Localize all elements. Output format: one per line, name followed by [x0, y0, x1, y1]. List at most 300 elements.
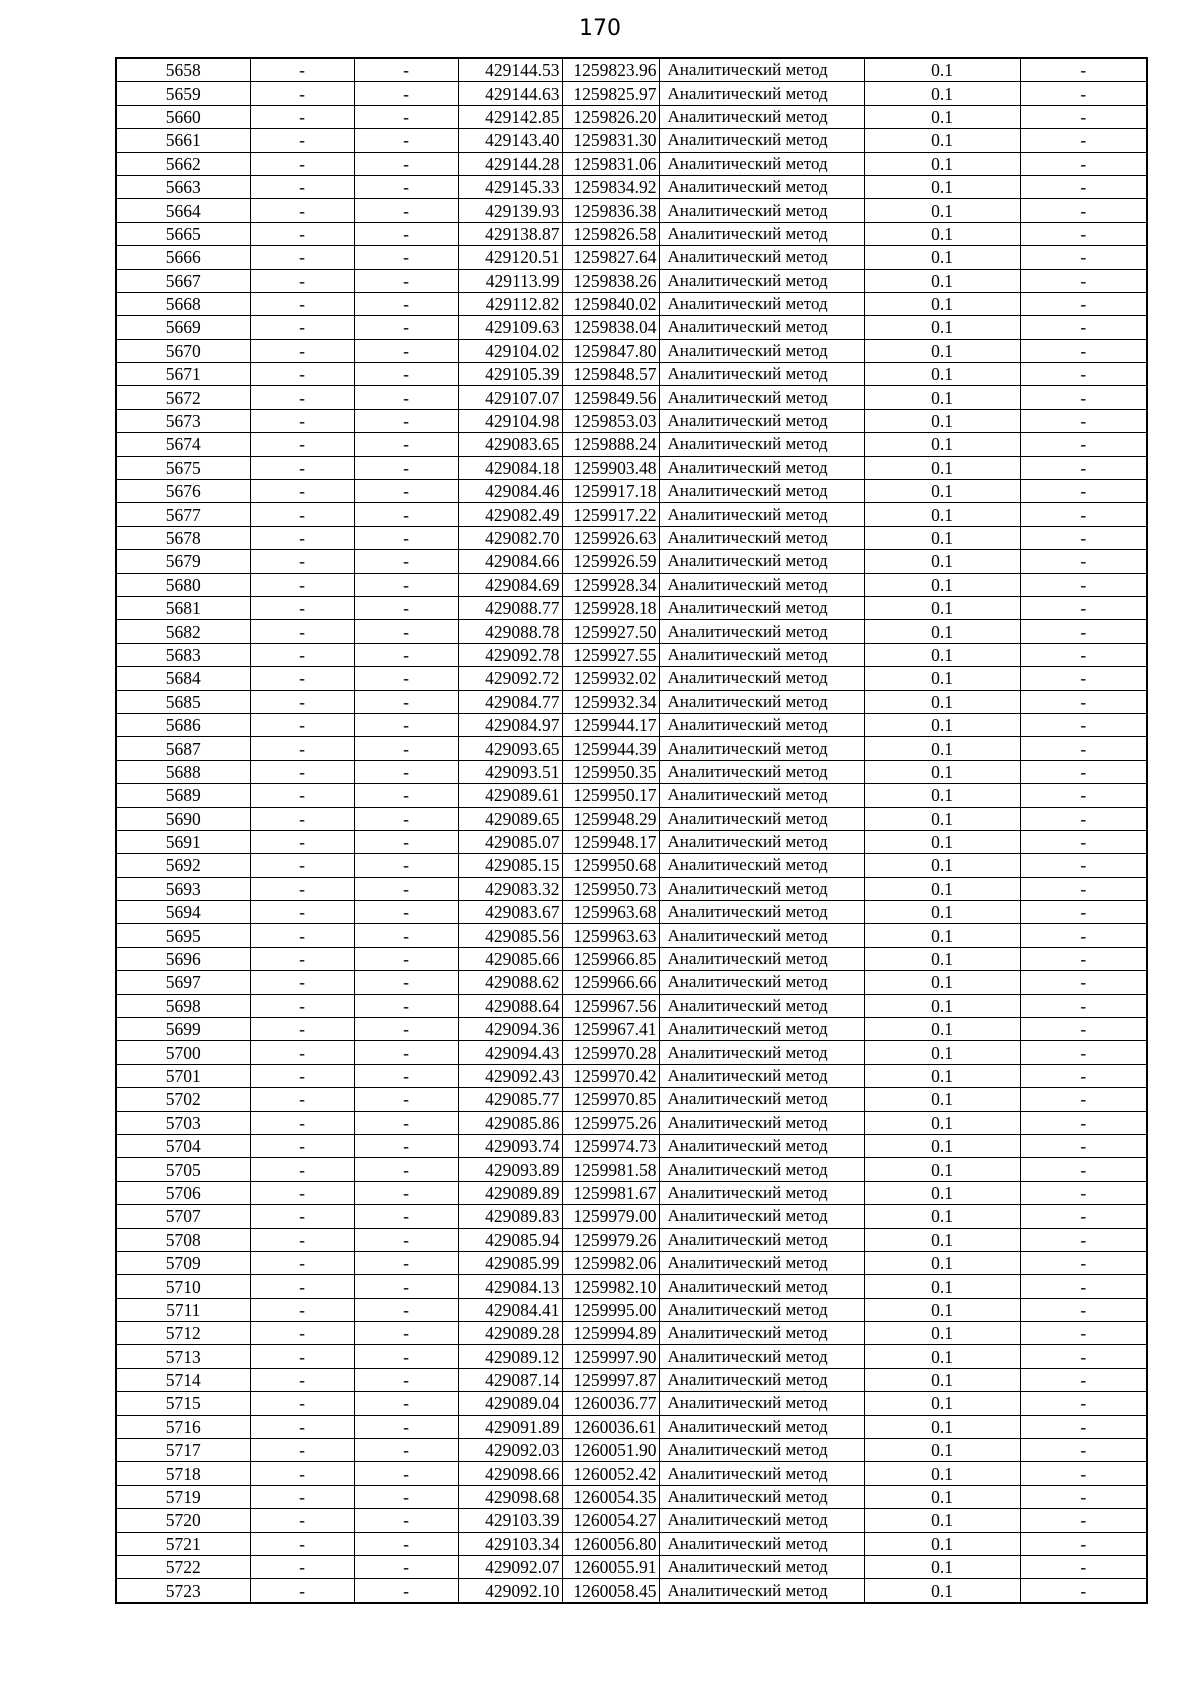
x-coordinate: 429085.66	[458, 947, 562, 970]
empty-cell: -	[250, 503, 354, 526]
point-number: 5708	[116, 1228, 250, 1251]
method-cell: Аналитический метод	[659, 924, 864, 947]
empty-cell: -	[1020, 199, 1147, 222]
empty-cell: -	[354, 1298, 458, 1321]
empty-cell: -	[354, 1111, 458, 1134]
empty-cell: -	[1020, 947, 1147, 970]
empty-cell: -	[250, 994, 354, 1017]
method-cell: Аналитический метод	[659, 1298, 864, 1321]
empty-cell: -	[1020, 690, 1147, 713]
y-coordinate: 1259948.17	[562, 830, 659, 853]
method-cell: Аналитический метод	[659, 784, 864, 807]
empty-cell: -	[250, 620, 354, 643]
x-coordinate: 429091.89	[458, 1415, 562, 1438]
point-number: 5683	[116, 643, 250, 666]
empty-cell: -	[354, 526, 458, 549]
x-coordinate: 429084.69	[458, 573, 562, 596]
method-cell: Аналитический метод	[659, 1532, 864, 1555]
empty-cell: -	[354, 363, 458, 386]
table-row	[116, 1556, 1147, 1579]
empty-cell: -	[354, 1158, 458, 1181]
y-coordinate: 1260054.35	[562, 1485, 659, 1508]
x-coordinate: 429144.63	[458, 82, 562, 105]
point-number: 5681	[116, 596, 250, 619]
y-coordinate: 1259997.87	[562, 1368, 659, 1391]
y-coordinate: 1259903.48	[562, 456, 659, 479]
y-coordinate: 1259932.34	[562, 690, 659, 713]
empty-cell: -	[250, 807, 354, 830]
empty-cell: -	[1020, 1228, 1147, 1251]
empty-cell: -	[250, 1392, 354, 1415]
tolerance-cell: 0.1	[864, 550, 1020, 573]
y-coordinate: 1259928.18	[562, 596, 659, 619]
empty-cell: -	[354, 409, 458, 432]
table-row	[116, 1345, 1147, 1368]
method-cell: Аналитический метод	[659, 596, 864, 619]
empty-cell: -	[250, 737, 354, 760]
y-coordinate: 1259928.34	[562, 573, 659, 596]
method-cell: Аналитический метод	[659, 947, 864, 970]
y-coordinate: 1259979.00	[562, 1205, 659, 1228]
table-row	[116, 316, 1147, 339]
empty-cell: -	[1020, 1509, 1147, 1532]
table-row	[116, 807, 1147, 830]
table-row	[116, 246, 1147, 269]
tolerance-cell: 0.1	[864, 105, 1020, 128]
tolerance-cell: 0.1	[864, 1111, 1020, 1134]
empty-cell: -	[354, 1415, 458, 1438]
x-coordinate: 429083.32	[458, 877, 562, 900]
empty-cell: -	[354, 1088, 458, 1111]
empty-cell: -	[1020, 830, 1147, 853]
empty-cell: -	[250, 1041, 354, 1064]
point-number: 5698	[116, 994, 250, 1017]
tolerance-cell: 0.1	[864, 947, 1020, 970]
empty-cell: -	[354, 877, 458, 900]
empty-cell: -	[354, 1509, 458, 1532]
y-coordinate: 1259970.42	[562, 1064, 659, 1087]
empty-cell: -	[250, 1205, 354, 1228]
empty-cell: -	[250, 643, 354, 666]
empty-cell: -	[250, 222, 354, 245]
empty-cell: -	[354, 901, 458, 924]
tolerance-cell: 0.1	[864, 643, 1020, 666]
point-number: 5716	[116, 1415, 250, 1438]
method-cell: Аналитический метод	[659, 58, 864, 82]
y-coordinate: 1260055.91	[562, 1556, 659, 1579]
x-coordinate: 429109.63	[458, 316, 562, 339]
empty-cell: -	[1020, 1275, 1147, 1298]
table-row	[116, 971, 1147, 994]
table-row	[116, 760, 1147, 783]
empty-cell: -	[354, 643, 458, 666]
empty-cell: -	[354, 1322, 458, 1345]
x-coordinate: 429094.36	[458, 1018, 562, 1041]
table-row	[116, 1298, 1147, 1321]
empty-cell: -	[354, 199, 458, 222]
point-number: 5697	[116, 971, 250, 994]
x-coordinate: 429104.02	[458, 339, 562, 362]
y-coordinate: 1259888.24	[562, 433, 659, 456]
method-cell: Аналитический метод	[659, 152, 864, 175]
method-cell: Аналитический метод	[659, 854, 864, 877]
method-cell: Аналитический метод	[659, 620, 864, 643]
x-coordinate: 429089.65	[458, 807, 562, 830]
point-number: 5706	[116, 1181, 250, 1204]
method-cell: Аналитический метод	[659, 1275, 864, 1298]
empty-cell: -	[250, 1064, 354, 1087]
empty-cell: -	[354, 1205, 458, 1228]
table-row	[116, 1181, 1147, 1204]
y-coordinate: 1259836.38	[562, 199, 659, 222]
tolerance-cell: 0.1	[864, 924, 1020, 947]
tolerance-cell: 0.1	[864, 82, 1020, 105]
x-coordinate: 429093.51	[458, 760, 562, 783]
table-row	[116, 1439, 1147, 1462]
empty-cell: -	[250, 1415, 354, 1438]
x-coordinate: 429093.74	[458, 1134, 562, 1157]
point-number: 5720	[116, 1509, 250, 1532]
point-number: 5682	[116, 620, 250, 643]
x-coordinate: 429085.56	[458, 924, 562, 947]
y-coordinate: 1259967.56	[562, 994, 659, 1017]
tolerance-cell: 0.1	[864, 620, 1020, 643]
method-cell: Аналитический метод	[659, 1111, 864, 1134]
x-coordinate: 429107.07	[458, 386, 562, 409]
table-row	[116, 175, 1147, 198]
point-number: 5701	[116, 1064, 250, 1087]
empty-cell: -	[1020, 1532, 1147, 1555]
empty-cell: -	[1020, 994, 1147, 1017]
method-cell: Аналитический метод	[659, 82, 864, 105]
empty-cell: -	[354, 175, 458, 198]
tolerance-cell: 0.1	[864, 1205, 1020, 1228]
x-coordinate: 429084.18	[458, 456, 562, 479]
x-coordinate: 429092.78	[458, 643, 562, 666]
table-row	[116, 877, 1147, 900]
method-cell: Аналитический метод	[659, 1251, 864, 1274]
table-row	[116, 1134, 1147, 1157]
empty-cell: -	[1020, 82, 1147, 105]
empty-cell: -	[1020, 1205, 1147, 1228]
table-row	[116, 1018, 1147, 1041]
y-coordinate: 1259926.63	[562, 526, 659, 549]
empty-cell: -	[354, 316, 458, 339]
method-cell: Аналитический метод	[659, 292, 864, 315]
point-number: 5713	[116, 1345, 250, 1368]
x-coordinate: 429098.66	[458, 1462, 562, 1485]
y-coordinate: 1259927.55	[562, 643, 659, 666]
empty-cell: -	[250, 1532, 354, 1555]
y-coordinate: 1259826.20	[562, 105, 659, 128]
point-number: 5711	[116, 1298, 250, 1321]
table-row	[116, 129, 1147, 152]
tolerance-cell: 0.1	[864, 830, 1020, 853]
method-cell: Аналитический метод	[659, 246, 864, 269]
y-coordinate: 1259927.50	[562, 620, 659, 643]
point-number: 5664	[116, 199, 250, 222]
y-coordinate: 1259825.97	[562, 82, 659, 105]
method-cell: Аналитический метод	[659, 901, 864, 924]
table-row	[116, 713, 1147, 736]
empty-cell: -	[354, 1018, 458, 1041]
point-number: 5703	[116, 1111, 250, 1134]
empty-cell: -	[250, 526, 354, 549]
empty-cell: -	[354, 1392, 458, 1415]
point-number: 5700	[116, 1041, 250, 1064]
empty-cell: -	[1020, 737, 1147, 760]
point-number: 5715	[116, 1392, 250, 1415]
x-coordinate: 429094.43	[458, 1041, 562, 1064]
y-coordinate: 1259966.85	[562, 947, 659, 970]
tolerance-cell: 0.1	[864, 1275, 1020, 1298]
empty-cell: -	[354, 690, 458, 713]
empty-cell: -	[250, 854, 354, 877]
empty-cell: -	[250, 667, 354, 690]
x-coordinate: 429089.83	[458, 1205, 562, 1228]
x-coordinate: 429144.53	[458, 58, 562, 82]
empty-cell: -	[1020, 526, 1147, 549]
table-row	[116, 1579, 1147, 1603]
method-cell: Аналитический метод	[659, 994, 864, 1017]
empty-cell: -	[354, 503, 458, 526]
tolerance-cell: 0.1	[864, 784, 1020, 807]
empty-cell: -	[250, 269, 354, 292]
tolerance-cell: 0.1	[864, 713, 1020, 736]
method-cell: Аналитический метод	[659, 339, 864, 362]
empty-cell: -	[354, 1041, 458, 1064]
point-number: 5678	[116, 526, 250, 549]
y-coordinate: 1259917.18	[562, 480, 659, 503]
point-number: 5685	[116, 690, 250, 713]
empty-cell: -	[250, 82, 354, 105]
empty-cell: -	[250, 1509, 354, 1532]
point-number: 5673	[116, 409, 250, 432]
tolerance-cell: 0.1	[864, 1485, 1020, 1508]
empty-cell: -	[1020, 1018, 1147, 1041]
empty-cell: -	[354, 433, 458, 456]
tolerance-cell: 0.1	[864, 737, 1020, 760]
table-row	[116, 1064, 1147, 1087]
method-cell: Аналитический метод	[659, 1439, 864, 1462]
empty-cell: -	[354, 105, 458, 128]
empty-cell: -	[354, 1462, 458, 1485]
empty-cell: -	[1020, 667, 1147, 690]
method-cell: Аналитический метод	[659, 713, 864, 736]
empty-cell: -	[250, 947, 354, 970]
method-cell: Аналитический метод	[659, 503, 864, 526]
table-row	[116, 409, 1147, 432]
empty-cell: -	[1020, 386, 1147, 409]
x-coordinate: 429089.04	[458, 1392, 562, 1415]
y-coordinate: 1260058.45	[562, 1579, 659, 1603]
y-coordinate: 1259963.68	[562, 901, 659, 924]
tolerance-cell: 0.1	[864, 316, 1020, 339]
y-coordinate: 1260051.90	[562, 1439, 659, 1462]
table-row	[116, 1532, 1147, 1555]
point-number: 5661	[116, 129, 250, 152]
method-cell: Аналитический метод	[659, 1368, 864, 1391]
y-coordinate: 1259981.67	[562, 1181, 659, 1204]
method-cell: Аналитический метод	[659, 1181, 864, 1204]
empty-cell: -	[250, 550, 354, 573]
x-coordinate: 429092.03	[458, 1439, 562, 1462]
y-coordinate: 1259853.03	[562, 409, 659, 432]
point-number: 5714	[116, 1368, 250, 1391]
table-row	[116, 924, 1147, 947]
x-coordinate: 429082.49	[458, 503, 562, 526]
table-row	[116, 667, 1147, 690]
x-coordinate: 429083.65	[458, 433, 562, 456]
table-row	[116, 1275, 1147, 1298]
tolerance-cell: 0.1	[864, 1041, 1020, 1064]
empty-cell: -	[250, 1111, 354, 1134]
table-row	[116, 526, 1147, 549]
table-row	[116, 480, 1147, 503]
empty-cell: -	[250, 129, 354, 152]
method-cell: Аналитический метод	[659, 1485, 864, 1508]
table-row	[116, 269, 1147, 292]
method-cell: Аналитический метод	[659, 480, 864, 503]
empty-cell: -	[354, 830, 458, 853]
y-coordinate: 1259997.90	[562, 1345, 659, 1368]
empty-cell: -	[1020, 129, 1147, 152]
tolerance-cell: 0.1	[864, 503, 1020, 526]
y-coordinate: 1259826.58	[562, 222, 659, 245]
empty-cell: -	[354, 550, 458, 573]
y-coordinate: 1260036.77	[562, 1392, 659, 1415]
table-row	[116, 433, 1147, 456]
x-coordinate: 429085.15	[458, 854, 562, 877]
point-number: 5674	[116, 433, 250, 456]
empty-cell: -	[1020, 1368, 1147, 1391]
empty-cell: -	[1020, 1041, 1147, 1064]
point-number: 5689	[116, 784, 250, 807]
x-coordinate: 429120.51	[458, 246, 562, 269]
tolerance-cell: 0.1	[864, 1368, 1020, 1391]
empty-cell: -	[1020, 58, 1147, 82]
empty-cell: -	[1020, 480, 1147, 503]
empty-cell: -	[354, 1556, 458, 1579]
tolerance-cell: 0.1	[864, 1462, 1020, 1485]
method-cell: Аналитический метод	[659, 643, 864, 666]
page-number: 170	[579, 16, 621, 41]
table-row	[116, 222, 1147, 245]
table-row	[116, 994, 1147, 1017]
empty-cell: -	[1020, 222, 1147, 245]
tolerance-cell: 0.1	[864, 901, 1020, 924]
empty-cell: -	[250, 1579, 354, 1603]
empty-cell: -	[250, 573, 354, 596]
x-coordinate: 429084.41	[458, 1298, 562, 1321]
x-coordinate: 429082.70	[458, 526, 562, 549]
empty-cell: -	[354, 339, 458, 362]
empty-cell: -	[250, 1462, 354, 1485]
y-coordinate: 1259847.80	[562, 339, 659, 362]
tolerance-cell: 0.1	[864, 1556, 1020, 1579]
y-coordinate: 1259970.28	[562, 1041, 659, 1064]
point-number: 5659	[116, 82, 250, 105]
empty-cell: -	[250, 1018, 354, 1041]
tolerance-cell: 0.1	[864, 573, 1020, 596]
table-row	[116, 854, 1147, 877]
empty-cell: -	[250, 1251, 354, 1274]
empty-cell: -	[354, 713, 458, 736]
x-coordinate: 429088.77	[458, 596, 562, 619]
empty-cell: -	[1020, 713, 1147, 736]
x-coordinate: 429089.28	[458, 1322, 562, 1345]
point-number: 5707	[116, 1205, 250, 1228]
method-cell: Аналитический метод	[659, 737, 864, 760]
method-cell: Аналитический метод	[659, 807, 864, 830]
x-coordinate: 429093.65	[458, 737, 562, 760]
table-row	[116, 1205, 1147, 1228]
method-cell: Аналитический метод	[659, 1415, 864, 1438]
tolerance-cell: 0.1	[864, 246, 1020, 269]
empty-cell: -	[250, 1298, 354, 1321]
tolerance-cell: 0.1	[864, 199, 1020, 222]
point-number: 5690	[116, 807, 250, 830]
x-coordinate: 429145.33	[458, 175, 562, 198]
empty-cell: -	[1020, 573, 1147, 596]
empty-cell: -	[250, 292, 354, 315]
empty-cell: -	[354, 760, 458, 783]
empty-cell: -	[250, 1158, 354, 1181]
point-number: 5695	[116, 924, 250, 947]
table-row	[116, 830, 1147, 853]
empty-cell: -	[1020, 760, 1147, 783]
empty-cell: -	[354, 596, 458, 619]
x-coordinate: 429088.78	[458, 620, 562, 643]
y-coordinate: 1259838.26	[562, 269, 659, 292]
empty-cell: -	[354, 1579, 458, 1603]
table-row	[116, 1158, 1147, 1181]
tolerance-cell: 0.1	[864, 129, 1020, 152]
y-coordinate: 1260056.80	[562, 1532, 659, 1555]
empty-cell: -	[250, 830, 354, 853]
table-body	[116, 58, 1147, 1603]
empty-cell: -	[1020, 363, 1147, 386]
method-cell: Аналитический метод	[659, 573, 864, 596]
point-number: 5660	[116, 105, 250, 128]
empty-cell: -	[250, 363, 354, 386]
table-row	[116, 152, 1147, 175]
empty-cell: -	[250, 924, 354, 947]
tolerance-cell: 0.1	[864, 152, 1020, 175]
empty-cell: -	[354, 269, 458, 292]
x-coordinate: 429089.61	[458, 784, 562, 807]
y-coordinate: 1259848.57	[562, 363, 659, 386]
tolerance-cell: 0.1	[864, 1251, 1020, 1274]
x-coordinate: 429087.14	[458, 1368, 562, 1391]
method-cell: Аналитический метод	[659, 1509, 864, 1532]
empty-cell: -	[354, 1181, 458, 1204]
empty-cell: -	[250, 480, 354, 503]
tolerance-cell: 0.1	[864, 690, 1020, 713]
method-cell: Аналитический метод	[659, 222, 864, 245]
empty-cell: -	[1020, 105, 1147, 128]
empty-cell: -	[1020, 643, 1147, 666]
x-coordinate: 429083.67	[458, 901, 562, 924]
point-number: 5717	[116, 1439, 250, 1462]
empty-cell: -	[354, 129, 458, 152]
tolerance-cell: 0.1	[864, 994, 1020, 1017]
point-number: 5666	[116, 246, 250, 269]
empty-cell: -	[354, 1345, 458, 1368]
empty-cell: -	[1020, 456, 1147, 479]
tolerance-cell: 0.1	[864, 222, 1020, 245]
table-row	[116, 1088, 1147, 1111]
